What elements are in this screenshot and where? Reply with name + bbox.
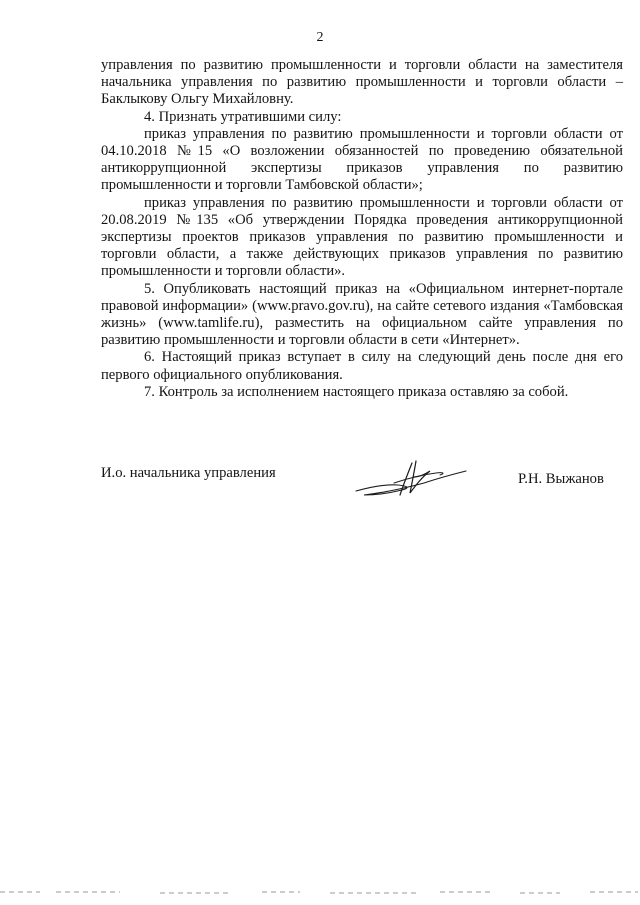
signer-name: Р.Н. Выжанов — [518, 471, 604, 487]
paragraph-item-7: 7. Контроль за исполнением настоящего приказа оставляю за собой. — [144, 383, 569, 400]
handwritten-signature — [350, 457, 470, 503]
scan-edge-artifacts — [0, 886, 640, 898]
paragraph-item-6: 6. Настоящий приказ вступает в силу на следующий день после дня его первого официального опубликования. — [101, 349, 623, 383]
signer-title: И.о. начальника управления — [101, 465, 276, 481]
paragraph-repealed-order-2: приказ управления по развитию промышленности и торговли области от 20.08.2019 №135 «Об утверждении Порядка проведения антикоррупционной экспертизы проектов приказов управления по развитию промышленности и торговли области, а также действующих приказов управления по развитию промышленности и торговли области». — [101, 194, 623, 280]
paragraph-continuation: управления по развитию промышленности и торговли области на заместителя начальника управления по развитию промышленности и торговли области – Баклыкову Ольгу Михайловну. — [101, 57, 623, 108]
page-number: 2 — [316, 30, 324, 45]
paragraph-repealed-order-1: приказ управления по развитию промышленности и торговли области от 04.10.2018 №15 «О возложении обязанностей по проведению обязательной антикоррупционной экспертизы приказов управления по развитию промышленности и торговли Тамбовской области»; — [101, 125, 623, 194]
paragraph-item-4: 4. Признать утратившими силу: — [144, 108, 342, 125]
signature-block — [0, 457, 640, 507]
document-body — [101, 57, 623, 401]
paragraph-item-5: 5. Опубликовать настоящий приказ на «Официальном интернет-портале правовой информации» (www.pravo.gov.ru), на сайте сетевого издания «Тамбовская жизнь» (www.tamlife.ru), разместить на официальном сайте управления по развитию промышленности и торговли области в сети «Интернет». — [101, 280, 623, 349]
